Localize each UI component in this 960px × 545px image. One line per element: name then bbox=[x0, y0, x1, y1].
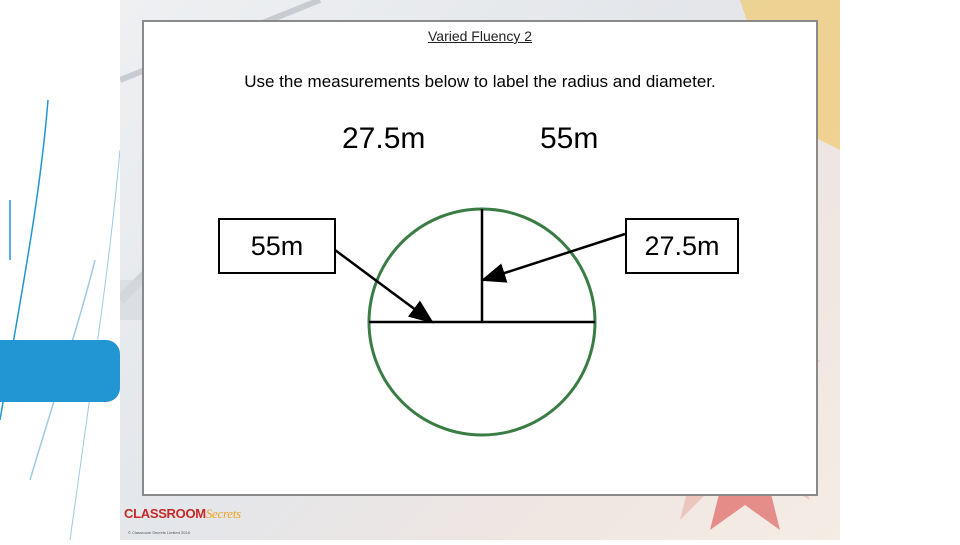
decorative-lines bbox=[0, 0, 120, 540]
arrow-to-diameter bbox=[335, 250, 432, 322]
slide-panel bbox=[142, 20, 818, 496]
diameter-label-box[interactable]: 55m bbox=[218, 218, 336, 274]
classroom-secrets-logo bbox=[124, 506, 241, 522]
logo-brand-part1: CLASSROOM bbox=[124, 506, 206, 521]
arrow-to-radius bbox=[483, 234, 625, 280]
radius-label-box[interactable]: 27.5m bbox=[625, 218, 739, 274]
left-decorative-strip bbox=[0, 0, 120, 540]
instruction-text: Use the measurements below to label the radius and diameter. bbox=[244, 72, 716, 91]
copyright-text: © Classroom Secrets Limited 2018 bbox=[128, 530, 190, 535]
measurement-option-radius[interactable]: 27.5m bbox=[342, 122, 426, 155]
logo-brand-part2: Secrets bbox=[205, 506, 241, 521]
blue-accent-tab bbox=[0, 340, 120, 402]
measurement-option-diameter[interactable]: 55m bbox=[540, 122, 599, 155]
slide-title: Varied Fluency 2 bbox=[427, 28, 532, 44]
right-decorative-strip bbox=[840, 0, 960, 540]
